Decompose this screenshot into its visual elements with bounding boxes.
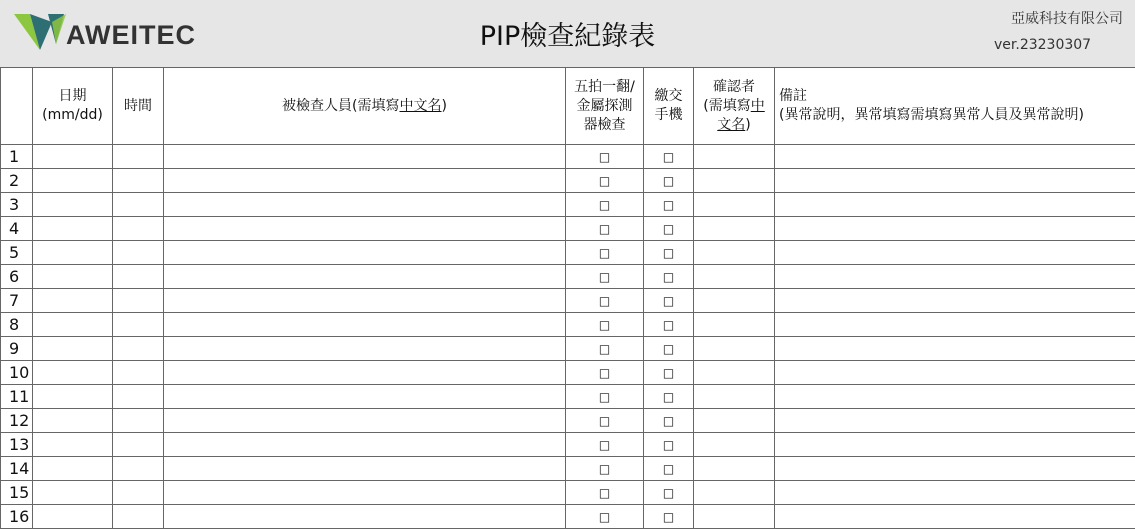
time-cell[interactable] xyxy=(113,433,164,457)
table-row xyxy=(1,289,1135,313)
col-header-confirmer: 確認者 (需填寫中 文名) xyxy=(694,68,775,145)
time-cell[interactable] xyxy=(113,481,164,505)
time-cell[interactable] xyxy=(113,313,164,337)
remarks-cell[interactable] xyxy=(775,433,1135,457)
confirmer-cell[interactable] xyxy=(694,289,775,313)
remarks-cell[interactable] xyxy=(775,289,1135,313)
metal-check-checkbox[interactable]: □ xyxy=(566,481,644,505)
phone-submit-checkbox[interactable]: □ xyxy=(644,145,694,169)
metal-check-checkbox[interactable]: □ xyxy=(566,337,644,361)
inspected-person-cell[interactable] xyxy=(164,385,566,409)
confirmer-cell[interactable] xyxy=(694,481,775,505)
col-header-number xyxy=(1,68,33,145)
remarks-cell[interactable] xyxy=(775,241,1135,265)
time-cell[interactable] xyxy=(113,265,164,289)
table-header-row xyxy=(1,68,1135,145)
remarks-cell[interactable] xyxy=(775,145,1135,169)
date-cell[interactable] xyxy=(33,385,113,409)
confirmer-cell[interactable] xyxy=(694,409,775,433)
date-cell[interactable] xyxy=(33,361,113,385)
col-header-phone-submit: 繳交 手機 xyxy=(644,68,694,145)
time-cell[interactable] xyxy=(113,193,164,217)
remarks-cell[interactable] xyxy=(775,313,1135,337)
row-number: 2 xyxy=(1,169,33,193)
phone-submit-checkbox[interactable]: □ xyxy=(644,241,694,265)
row-number: 6 xyxy=(1,265,33,289)
col-header-time: 時間 xyxy=(113,68,164,145)
phone-submit-checkbox[interactable]: □ xyxy=(644,337,694,361)
confirmer-cell[interactable] xyxy=(694,193,775,217)
table-row xyxy=(1,241,1135,265)
remarks-cell[interactable] xyxy=(775,385,1135,409)
metal-check-checkbox[interactable]: □ xyxy=(566,457,644,481)
time-cell[interactable] xyxy=(113,505,164,529)
row-number: 3 xyxy=(1,193,33,217)
inspected-person-cell[interactable] xyxy=(164,337,566,361)
confirmer-cell[interactable] xyxy=(694,169,775,193)
table-row xyxy=(1,481,1135,505)
time-cell[interactable] xyxy=(113,457,164,481)
row-number: 10 xyxy=(1,361,33,385)
metal-check-checkbox[interactable]: □ xyxy=(566,145,644,169)
date-cell[interactable] xyxy=(33,337,113,361)
time-cell[interactable] xyxy=(113,385,164,409)
remarks-cell[interactable] xyxy=(775,409,1135,433)
remarks-cell[interactable] xyxy=(775,265,1135,289)
metal-check-checkbox[interactable]: □ xyxy=(566,361,644,385)
date-cell[interactable] xyxy=(33,433,113,457)
inspection-table xyxy=(0,67,1135,529)
phone-submit-checkbox[interactable]: □ xyxy=(644,313,694,337)
version-label: ver.23230307 xyxy=(994,37,1091,53)
remarks-cell[interactable] xyxy=(775,505,1135,529)
metal-check-checkbox[interactable]: □ xyxy=(566,241,644,265)
table-row xyxy=(1,337,1135,361)
row-number: 16 xyxy=(1,505,33,529)
table-row xyxy=(1,145,1135,169)
phone-submit-checkbox[interactable]: □ xyxy=(644,361,694,385)
inspected-person-cell[interactable] xyxy=(164,409,566,433)
phone-submit-checkbox[interactable]: □ xyxy=(644,433,694,457)
row-number: 11 xyxy=(1,385,33,409)
date-cell[interactable] xyxy=(33,193,113,217)
time-cell[interactable] xyxy=(113,241,164,265)
inspected-person-cell[interactable] xyxy=(164,241,566,265)
phone-submit-checkbox[interactable]: □ xyxy=(644,457,694,481)
metal-check-checkbox[interactable]: □ xyxy=(566,433,644,457)
phone-submit-checkbox[interactable]: □ xyxy=(644,505,694,529)
inspected-person-cell[interactable] xyxy=(164,289,566,313)
confirmer-cell[interactable] xyxy=(694,505,775,529)
col-header-metal-check: 五拍一翻/ 金屬探測 器檢查 xyxy=(566,68,644,145)
metal-check-checkbox[interactable]: □ xyxy=(566,505,644,529)
row-number: 12 xyxy=(1,409,33,433)
metal-check-checkbox[interactable]: □ xyxy=(566,313,644,337)
row-number: 9 xyxy=(1,337,33,361)
remarks-cell[interactable] xyxy=(775,169,1135,193)
phone-submit-checkbox[interactable]: □ xyxy=(644,217,694,241)
phone-submit-checkbox[interactable]: □ xyxy=(644,385,694,409)
row-number: 5 xyxy=(1,241,33,265)
table-row xyxy=(1,361,1135,385)
remarks-cell[interactable] xyxy=(775,217,1135,241)
confirmer-cell[interactable] xyxy=(694,145,775,169)
table-row xyxy=(1,217,1135,241)
phone-submit-checkbox[interactable]: □ xyxy=(644,481,694,505)
inspected-person-cell[interactable] xyxy=(164,313,566,337)
phone-submit-checkbox[interactable]: □ xyxy=(644,289,694,313)
table-row xyxy=(1,169,1135,193)
remarks-cell[interactable] xyxy=(775,457,1135,481)
inspected-person-cell[interactable] xyxy=(164,433,566,457)
metal-check-checkbox[interactable]: □ xyxy=(566,409,644,433)
col-header-remarks: 備註 (異常說明，異常填寫需填寫異常人員及異常說明) xyxy=(775,68,1135,145)
time-cell[interactable] xyxy=(113,145,164,169)
table-row xyxy=(1,193,1135,217)
page-title: PIP檢查紀錄表 xyxy=(0,14,1135,53)
confirmer-cell[interactable] xyxy=(694,217,775,241)
phone-submit-checkbox[interactable]: □ xyxy=(644,193,694,217)
table-row xyxy=(1,433,1135,457)
phone-submit-checkbox[interactable]: □ xyxy=(644,169,694,193)
time-cell[interactable] xyxy=(113,337,164,361)
metal-check-checkbox[interactable]: □ xyxy=(566,193,644,217)
confirmer-cell[interactable] xyxy=(694,241,775,265)
row-number: 8 xyxy=(1,313,33,337)
date-cell[interactable] xyxy=(33,481,113,505)
date-cell[interactable] xyxy=(33,313,113,337)
inspected-person-cell[interactable] xyxy=(164,505,566,529)
inspected-person-cell[interactable] xyxy=(164,457,566,481)
time-cell[interactable] xyxy=(113,169,164,193)
table-row xyxy=(1,409,1135,433)
metal-check-checkbox[interactable]: □ xyxy=(566,169,644,193)
table-row xyxy=(1,313,1135,337)
metal-check-checkbox[interactable]: □ xyxy=(566,289,644,313)
inspected-person-cell[interactable] xyxy=(164,217,566,241)
row-number: 15 xyxy=(1,481,33,505)
metal-check-checkbox[interactable]: □ xyxy=(566,385,644,409)
phone-submit-checkbox[interactable]: □ xyxy=(644,409,694,433)
time-cell[interactable] xyxy=(113,217,164,241)
confirmer-cell[interactable] xyxy=(694,457,775,481)
date-cell[interactable] xyxy=(33,289,113,313)
date-cell[interactable] xyxy=(33,169,113,193)
confirmer-cell[interactable] xyxy=(694,361,775,385)
metal-check-checkbox[interactable]: □ xyxy=(566,217,644,241)
inspected-person-cell[interactable] xyxy=(164,145,566,169)
date-cell[interactable] xyxy=(33,505,113,529)
confirmer-cell[interactable] xyxy=(694,385,775,409)
metal-check-checkbox[interactable]: □ xyxy=(566,265,644,289)
row-number: 1 xyxy=(1,145,33,169)
company-name: 亞威科技有限公司 xyxy=(1011,8,1123,28)
table-row xyxy=(1,385,1135,409)
date-cell[interactable] xyxy=(33,241,113,265)
table-row xyxy=(1,457,1135,481)
date-cell[interactable] xyxy=(33,409,113,433)
inspected-person-cell[interactable] xyxy=(164,265,566,289)
date-cell[interactable] xyxy=(33,457,113,481)
phone-submit-checkbox[interactable]: □ xyxy=(644,265,694,289)
inspected-person-cell[interactable] xyxy=(164,193,566,217)
col-header-date: 日期 (mm/dd) xyxy=(33,68,113,145)
table-body xyxy=(1,145,1135,529)
remarks-cell[interactable] xyxy=(775,193,1135,217)
date-cell[interactable] xyxy=(33,217,113,241)
inspected-person-cell[interactable] xyxy=(164,361,566,385)
remarks-cell[interactable] xyxy=(775,481,1135,505)
date-cell[interactable] xyxy=(33,145,113,169)
inspected-person-cell[interactable] xyxy=(164,481,566,505)
confirmer-cell[interactable] xyxy=(694,265,775,289)
col-header-inspected-person: 被檢查人員(需填寫中文名) xyxy=(164,68,566,145)
table-row xyxy=(1,265,1135,289)
brand-text: AWEITEC xyxy=(66,20,196,50)
date-cell[interactable] xyxy=(33,265,113,289)
inspected-person-cell[interactable] xyxy=(164,169,566,193)
confirmer-cell[interactable] xyxy=(694,337,775,361)
confirmer-cell[interactable] xyxy=(694,433,775,457)
row-number: 7 xyxy=(1,289,33,313)
time-cell[interactable] xyxy=(113,361,164,385)
remarks-cell[interactable] xyxy=(775,361,1135,385)
table-row xyxy=(1,505,1135,529)
time-cell[interactable] xyxy=(113,409,164,433)
row-number: 14 xyxy=(1,457,33,481)
time-cell[interactable] xyxy=(113,289,164,313)
remarks-cell[interactable] xyxy=(775,337,1135,361)
confirmer-cell[interactable] xyxy=(694,313,775,337)
document-header xyxy=(0,0,1135,68)
row-number: 4 xyxy=(1,217,33,241)
row-number: 13 xyxy=(1,433,33,457)
